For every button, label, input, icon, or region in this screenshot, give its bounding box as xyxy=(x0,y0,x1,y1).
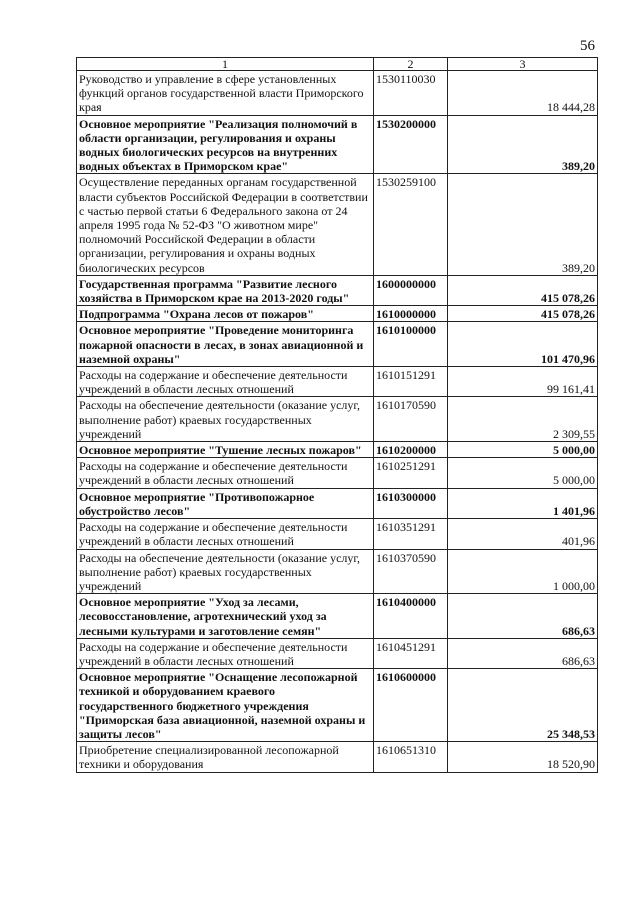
row-amount-cell: 5 000,00 xyxy=(448,458,598,488)
row-code-cell: 1610370590 xyxy=(374,549,448,594)
table-row xyxy=(77,322,598,367)
row-amount-cell: 5 000,00 xyxy=(448,442,598,458)
table-row xyxy=(77,442,598,458)
row-code-cell: 1610000000 xyxy=(374,306,448,322)
table-row xyxy=(77,669,598,742)
row-code-cell: 1610100000 xyxy=(374,322,448,367)
row-amount-cell: 401,96 xyxy=(448,519,598,549)
table-row xyxy=(77,594,598,639)
row-name-cell: Расходы на содержание и обеспечение деятельности учреждений в области лесных отношений xyxy=(77,519,374,549)
row-amount-cell: 686,63 xyxy=(448,594,598,639)
column-header-name: 1 xyxy=(77,58,374,71)
row-amount-cell: 18 444,28 xyxy=(448,71,598,116)
column-header-amount: 3 xyxy=(448,58,598,71)
row-code-cell: 1610651310 xyxy=(374,742,448,772)
table-row xyxy=(77,275,598,305)
table-row xyxy=(77,367,598,397)
row-code-cell: 1610400000 xyxy=(374,594,448,639)
row-name-cell: Расходы на обеспечение деятельности (оказание услуг, выполнение работ) краевых государственных учреждений xyxy=(77,549,374,594)
row-name-cell: Основное мероприятие "Противопожарное обустройство лесов" xyxy=(77,488,374,518)
table-header-row xyxy=(77,58,598,71)
row-amount-cell: 101 470,96 xyxy=(448,322,598,367)
row-name-cell: Основное мероприятие "Тушение лесных пожаров" xyxy=(77,442,374,458)
row-name-cell: Расходы на содержание и обеспечение деятельности учреждений в области лесных отношений xyxy=(77,367,374,397)
row-amount-cell: 415 078,26 xyxy=(448,275,598,305)
table-row xyxy=(77,742,598,772)
table-row xyxy=(77,71,598,116)
row-name-cell: Расходы на содержание и обеспечение деятельности учреждений в области лесных отношений xyxy=(77,638,374,668)
table-row xyxy=(77,519,598,549)
row-amount-cell: 686,63 xyxy=(448,638,598,668)
row-name-cell: Расходы на обеспечение деятельности (оказание услуг, выполнение работ) краевых государственных учреждений xyxy=(77,397,374,442)
table-row xyxy=(77,306,598,322)
budget-table xyxy=(76,57,598,773)
page-number: 56 xyxy=(580,38,595,54)
row-code-cell: 1610200000 xyxy=(374,442,448,458)
row-code-cell: 1600000000 xyxy=(374,275,448,305)
row-amount-cell: 415 078,26 xyxy=(448,306,598,322)
row-amount-cell: 18 520,90 xyxy=(448,742,598,772)
row-name-cell: Подпрограмма "Охрана лесов от пожаров" xyxy=(77,306,374,322)
row-code-cell: 1610251291 xyxy=(374,458,448,488)
table-row xyxy=(77,458,598,488)
row-name-cell: Расходы на содержание и обеспечение деятельности учреждений в области лесных отношений xyxy=(77,458,374,488)
row-amount-cell: 2 309,55 xyxy=(448,397,598,442)
row-name-cell: Основное мероприятие "Реализация полномочий в области организации, регулирования и охраны водных биологических ресурсов на внутренних водных объектах в Приморском крае" xyxy=(77,115,374,174)
row-code-cell: 1610600000 xyxy=(374,669,448,742)
row-code-cell: 1530259100 xyxy=(374,174,448,275)
row-amount-cell: 1 000,00 xyxy=(448,549,598,594)
row-name-cell: Основное мероприятие "Оснащение лесопожарной техникой и оборудованием краевого государственного бюджетного учреждения "Приморская база авиационной, наземной охраны и защиты лесов" xyxy=(77,669,374,742)
row-code-cell: 1610151291 xyxy=(374,367,448,397)
row-name-cell: Руководство и управление в сфере установленных функций органов государственной власти Приморского края xyxy=(77,71,374,116)
row-amount-cell: 389,20 xyxy=(448,115,598,174)
row-code-cell: 1610451291 xyxy=(374,638,448,668)
row-code-cell: 1530110030 xyxy=(374,71,448,116)
row-name-cell: Государственная программа "Развитие лесного хозяйства в Приморском крае на 2013-2020 годы" xyxy=(77,275,374,305)
table-body xyxy=(77,71,598,773)
row-code-cell: 1610351291 xyxy=(374,519,448,549)
column-header-code: 2 xyxy=(374,58,448,71)
table-row xyxy=(77,174,598,275)
row-name-cell: Приобретение специализированной лесопожарной техники и оборудования xyxy=(77,742,374,772)
table-row xyxy=(77,115,598,174)
row-code-cell: 1530200000 xyxy=(374,115,448,174)
row-name-cell: Осуществление переданных органам государственной власти субъектов Российской Федерации в соответствии с частью первой статьи 6 Федерального закона от 24 апреля 1995 года № 52-ФЗ "О животном мире" полномочий Российской Федерации в области организации, регулирования и охраны водных биологических ресурсов xyxy=(77,174,374,275)
row-name-cell: Основное мероприятие "Проведение мониторинга пожарной опасности в лесах, в зонах авиационной и наземной охраны" xyxy=(77,322,374,367)
table-row xyxy=(77,397,598,442)
row-code-cell: 1610170590 xyxy=(374,397,448,442)
table-row xyxy=(77,488,598,518)
table-row xyxy=(77,638,598,668)
row-amount-cell: 99 161,41 xyxy=(448,367,598,397)
table-row xyxy=(77,549,598,594)
row-code-cell: 1610300000 xyxy=(374,488,448,518)
row-name-cell: Основное мероприятие "Уход за лесами, лесовосстановление, агротехнический уход за лесными культурами и заготовление семян" xyxy=(77,594,374,639)
row-amount-cell: 1 401,96 xyxy=(448,488,598,518)
row-amount-cell: 389,20 xyxy=(448,174,598,275)
row-amount-cell: 25 348,53 xyxy=(448,669,598,742)
